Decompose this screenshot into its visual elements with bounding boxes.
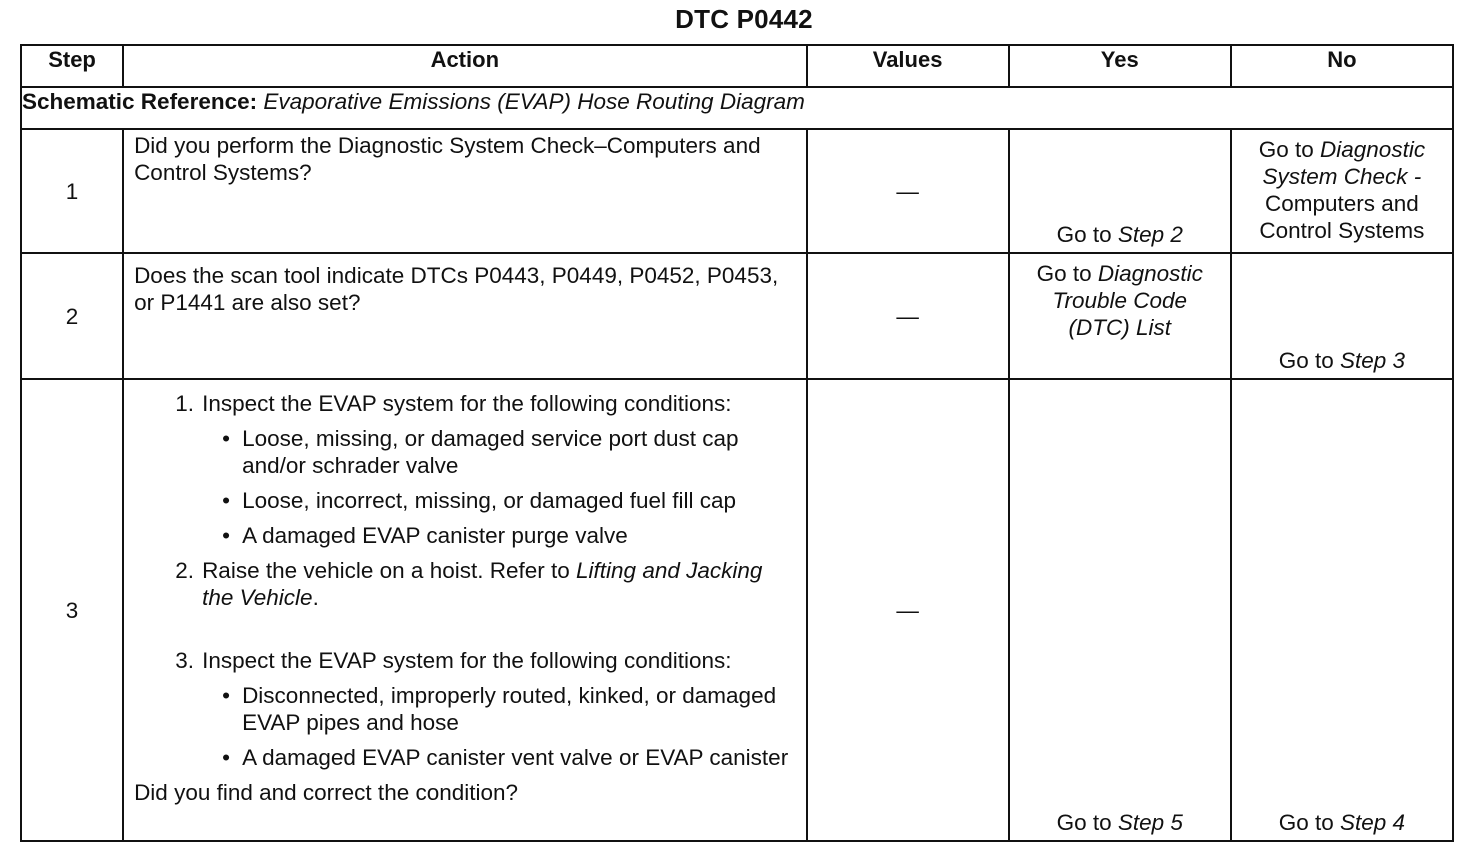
list-text-suffix: . [312, 585, 319, 610]
step-action: Did you perform the Diagnostic System Check–Computers and Control Systems? [123, 129, 806, 253]
no-cell [1231, 253, 1453, 379]
list-number: 3. [175, 648, 195, 673]
bullet-icon: • [222, 488, 231, 513]
no-prefix: Go to [1278, 810, 1334, 835]
bullet-item [134, 522, 795, 549]
list-number: 1. [175, 391, 195, 416]
yes-prefix: Go to [1056, 222, 1112, 247]
bullet-item [134, 425, 795, 479]
step-values: — [807, 379, 1009, 841]
header-no: No [1231, 45, 1453, 87]
no-prefix: Go to [1278, 348, 1334, 373]
step-action: Does the scan tool indicate DTCs P0443, P0449, P0452, P0453, or P1441 are also set? [123, 253, 806, 379]
page-title: DTC P0442 [675, 4, 813, 34]
yes-prefix: Go to [1056, 810, 1112, 835]
table-row [21, 129, 1453, 253]
lifting-jacking-link[interactable]: Lifting and Jacking the Vehicle [202, 558, 763, 610]
bullet-text: A damaged EVAP canister vent valve or EVAP canister [242, 745, 789, 770]
no-link[interactable] [1232, 347, 1452, 374]
bullet-icon: • [222, 523, 231, 548]
header-row [21, 45, 1453, 87]
bullet-text: A damaged EVAP canister purge valve [242, 523, 628, 548]
step-values: — [807, 253, 1009, 379]
no-link[interactable] [1232, 130, 1452, 244]
bullet-text: Loose, missing, or damaged service port dust cap and/or schrader valve [242, 426, 739, 478]
yes-link[interactable] [1010, 809, 1230, 836]
bullet-text: Loose, incorrect, missing, or damaged fuel fill cap [242, 488, 737, 513]
header-values: Values [807, 45, 1009, 87]
list-item [134, 557, 795, 611]
no-target[interactable]: Step 3 [1340, 348, 1406, 373]
step-action [123, 379, 806, 841]
yes-link[interactable] [1010, 221, 1230, 248]
step-number: 2 [21, 253, 123, 379]
list-text-prefix: Raise the vehicle on a hoist. Refer to [202, 558, 570, 583]
schematic-reference-link[interactable]: Evaporative Emissions (EVAP) Hose Routing Diagram [263, 89, 805, 114]
schematic-reference-row [21, 87, 1453, 129]
dtc-table [20, 44, 1454, 842]
schematic-reference-label: Schematic Reference: [22, 89, 258, 114]
table-row [21, 379, 1453, 841]
header-step: Step [21, 45, 123, 87]
list-item [134, 390, 795, 417]
yes-prefix: Go to [1036, 261, 1092, 286]
step-question: Did you find and correct the condition? [134, 780, 519, 805]
yes-cell [1009, 129, 1231, 253]
header-yes: Yes [1009, 45, 1231, 87]
no-cell [1231, 379, 1453, 841]
list-text [202, 557, 795, 611]
yes-cell [1009, 379, 1231, 841]
no-link[interactable] [1232, 809, 1452, 836]
yes-cell [1009, 253, 1231, 379]
yes-link[interactable] [1010, 254, 1230, 341]
yes-target[interactable]: Diagnostic Trouble Code (DTC) List [1052, 261, 1203, 340]
schematic-reference [21, 87, 1453, 129]
bullet-item [134, 682, 795, 736]
bullet-item [134, 744, 795, 771]
bullet-item [134, 487, 795, 514]
yes-target[interactable]: Step 2 [1117, 222, 1183, 247]
bullet-text: Disconnected, improperly routed, kinked, or damaged EVAP pipes and hose [242, 683, 777, 735]
bullet-icon: • [222, 683, 231, 708]
bullet-icon: • [222, 426, 231, 451]
step-values: — [807, 129, 1009, 253]
no-target[interactable]: Step 4 [1340, 810, 1406, 835]
step-number: 3 [21, 379, 123, 841]
step-number: 1 [21, 129, 123, 253]
no-suffix[interactable]: Computers and Control Systems [1259, 191, 1425, 243]
table-row [21, 253, 1453, 379]
no-target[interactable]: Diagnostic System Check - [1262, 137, 1426, 189]
list-item [134, 647, 795, 674]
list-number: 2. [175, 558, 195, 583]
list-text: Inspect the EVAP system for the following conditions: [202, 648, 732, 673]
header-action: Action [123, 45, 806, 87]
list-text: Inspect the EVAP system for the following conditions: [202, 391, 732, 416]
bullet-icon: • [222, 745, 231, 770]
no-prefix: Go to [1258, 137, 1314, 162]
no-cell [1231, 129, 1453, 253]
yes-target[interactable]: Step 5 [1117, 810, 1183, 835]
